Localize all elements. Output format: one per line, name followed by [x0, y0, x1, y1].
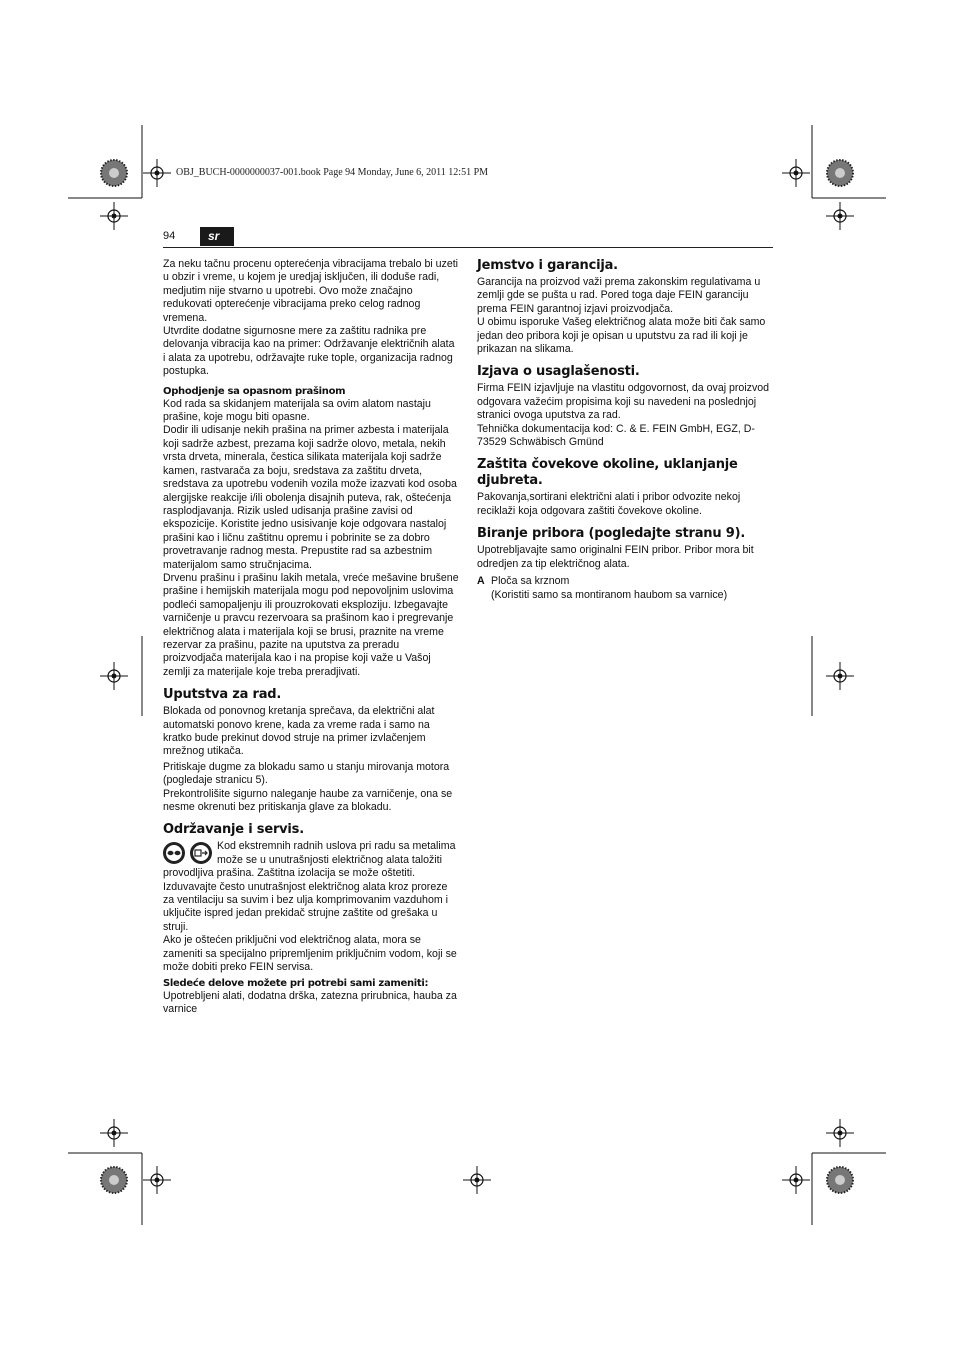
page-number: 94	[163, 230, 176, 242]
registration-mark-icon	[143, 159, 171, 187]
legend-key: A	[477, 575, 485, 588]
paragraph: Utvrdite dodatne sigurnosne mere za zaštitu radnika pre delovanja vibracija kao na primer: Održavanje električnih alata i alata za upotrebu, održavajte ruke tople, organizacija radnog postupka.	[163, 325, 455, 378]
paragraph: Garancija na proizvod važi prema zakonskim regulativama u zemlji gde se pušta u rad. Pored toga daje FEIN garanciju prema FEIN garantnoj izjavi proizvodjača.	[477, 276, 761, 315]
paragraph: Drvenu prašinu i prašinu lakih metala, vreće mešavine brušene prašine i hemijskih materijala mogu pod nepovoljnim uslovima podleći samopaljenju ili prouzrokovati eksploziju. Izbegavajte varničenje u pravcu rezervoara sa prašinom kao i pregrevanje električnog alata i materijala koji se brusi, praznite na vreme rezervar za prašinu, pazite na uputstva za preradu proizvodjača materijala kao i na propise koji važe u Vašoj zemlji za materijale koje treba preradjivati.	[163, 571, 459, 678]
registration-mark-icon	[782, 159, 810, 187]
paragraph: Za neku tačnu procenu opterećenja vibracijama trebalo bi uzeti u obzir i vreme, u kojem je uredjaj isključen, ili doduše radi, medjutim nije stvarno u upotrebi. Ovo može značajno redukovati opterećenje vibracijama preko celog radnog vremena.	[163, 258, 459, 324]
paragraph: Upotrebljavajte samo originalni FEIN pribor. Pribor mora bit odredjen za tip električnog alata.	[477, 544, 754, 570]
section-heading-environment: Zaštita čovekove okoline, uklanjanje djubreta.	[477, 457, 738, 489]
section-heading-parts: Sledeće delove možete pri potrebi sami zameniti:	[163, 977, 429, 989]
paragraph: Firma FEIN izjavljuje na vlastitu odgovornost, da ovaj proizvod odgovara važećim propisima koji su navedeni na poslednjoj stranici ovoga uputstva za rad.	[477, 382, 770, 422]
registration-mark-icon	[100, 1119, 128, 1147]
legend-item	[477, 575, 773, 602]
color-target-icon	[827, 160, 853, 186]
paragraph: Upotrebljeni alati, dodatna drška, zatezna prirubnica, hauba za varnice	[163, 989, 457, 1015]
registration-mark-icon	[143, 1166, 171, 1194]
paragraph: Pritiskaje dugme za blokadu samo u stanju mirovanja motora (pogledaje stranicu 5).	[163, 760, 450, 787]
section-heading-maintenance: Održavanje i servis.	[163, 822, 304, 838]
right-column	[477, 258, 773, 602]
paragraph: Dodir ili udisanje nekih prašina na primer azbesta i materijala koji sadrže azbest, prezama koji sadrže olovo, metala, nekih vrsta drveta, minerala, čestica silikata materijala koji sadrže kamen, rastvarača za boju, sredstava za zaštitu drveta, sredstava za upotrebu vodenih vozila može izazvati kod osoba alergijske reakcije i/ili obolenja disajnih puteva, rak, oštećenja rasplodjavanja. Rizik usled udisanja prašine zavisi od ekspozicije. Koristite jedno usisivanje koje odgovara nastaloj prašini kao i ličnu zaštitnu opremu i pobrinite se za dobro provetravanje radnog mesta. Prepustite rad sa azbestnim materijalom samo stručnjacima.	[163, 424, 457, 571]
paragraph: Tehnička dokumentacija kod: C. & E. FEIN GmbH, EGZ, D-73529 Schwäbisch Gmünd	[477, 422, 755, 449]
section-heading-instructions: Uputstva za rad.	[163, 687, 282, 703]
language-tab: sr	[200, 227, 234, 246]
color-target-icon	[101, 1167, 127, 1193]
section-heading-dust: Ophodjenje sa opasnom prašinom	[163, 385, 346, 397]
paragraph: Prekontrolišite sigurno naleganje haube za varničenje, ona se nesme okrenuti bez pritiskanja glave za blokadu.	[163, 787, 453, 814]
color-target-icon	[827, 1167, 853, 1193]
section-heading-accessories: Biranje pribora (pogledajte stranu 9).	[477, 526, 746, 542]
registration-mark-icon	[782, 1166, 810, 1194]
left-column	[163, 258, 459, 1016]
section-heading-warranty: Jemstvo i garancija.	[477, 258, 618, 273]
print-slug: OBJ_BUCH-0000000037-001.book Page 94 Monday, June 6, 2011 12:51 PM	[176, 167, 489, 178]
registration-mark-icon	[826, 662, 854, 690]
dust-extraction-icon	[190, 842, 212, 864]
color-target-icon	[101, 160, 127, 186]
paragraph: Pakovanja,sortirani električni alati i pribor odvozite nekoj reciklaži koja odgovara zaštiti čovekove okoline.	[477, 491, 741, 517]
registration-mark-icon	[100, 662, 128, 690]
safety-icons	[163, 840, 217, 866]
paragraph: Kod rada sa skidanjem materijala sa ovim alatom nastaju prašine, koje mogu biti opasne.	[163, 397, 431, 424]
section-heading-conformity: Izjava o usaglašenosti.	[477, 364, 640, 380]
header-rule	[163, 247, 773, 248]
legend-text: Ploča sa krznom	[491, 575, 570, 588]
paragraph: Kod ekstremnih radnih uslova pri radu sa metalima može se u unutrašnjosti električnog alata taložiti provodljiva prašina. Zaštitna izolacija se može oštetiti. Izduvavajte često unutrašnjost električnog alata kroz proreze za ventilaciju sa suvim i bez ulja komprimovanim vazduhom i uključite ispred jedan prekidač strujne zaštite od grešaka u struji.	[163, 840, 456, 933]
legend-text: (Koristiti samo sa montiranom haubom sa varnice)	[491, 588, 728, 601]
registration-mark-icon	[463, 1166, 491, 1194]
paragraph: U obimu isporuke Vašeg električnog alata može biti čak samo jedan deo pribora koji je opisan u uputstvu za rad ili koji je prikazan na slikama.	[477, 316, 766, 356]
paragraph: Blokada od ponovnog kretanja sprečava, da električni alat automatski ponovo krene, kada za vreme rada i samo na kratko bude prekinut dovod struje na primer izvlačenjem mrežnog utikača.	[163, 705, 435, 758]
registration-mark-icon	[826, 1119, 854, 1147]
registration-mark-icon	[100, 202, 128, 230]
paragraph: Ako je oštećen priključni vod električnog alata, mora se zameniti sa specijalno pripremljenim priključnim vodom, koji se može dobiti preko FEIN servisa.	[163, 934, 457, 974]
registration-mark-icon	[826, 202, 854, 230]
eye-protection-icon	[163, 842, 185, 864]
